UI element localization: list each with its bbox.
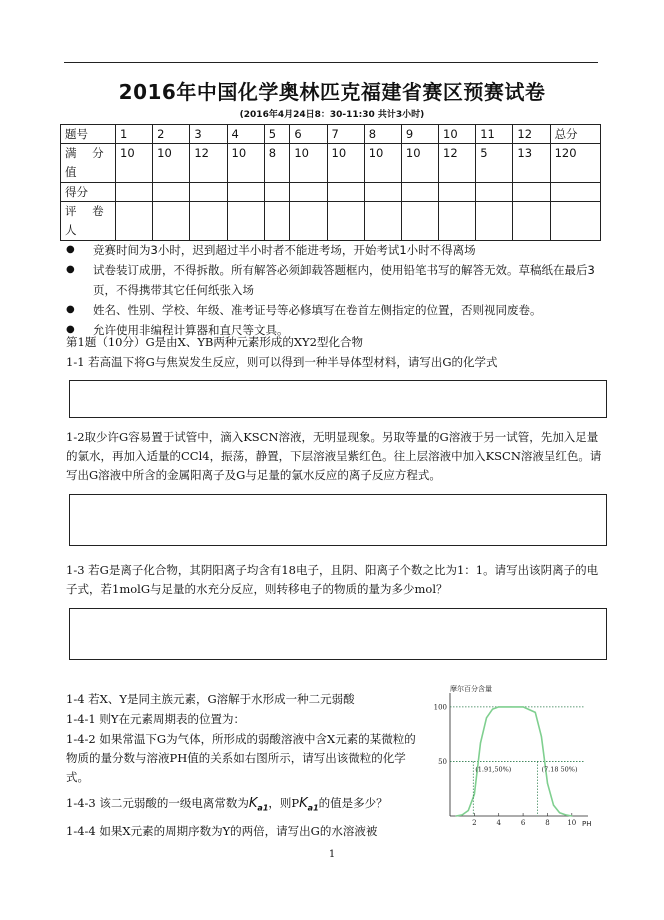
table-cell: 11: [476, 125, 513, 144]
table-cell: 10: [153, 144, 190, 183]
answer-box-1-2[interactable]: [69, 494, 607, 546]
table-cell: 13: [513, 144, 550, 183]
score-cell[interactable]: [290, 183, 327, 202]
table-cell: 10: [227, 144, 264, 183]
score-cell[interactable]: [116, 183, 153, 202]
ka1-symbol: $K_{a1}$: [299, 796, 319, 813]
question-1-4-1: 1-4-1 则Y在元素周期表的位置为：: [66, 712, 245, 726]
table-cell: 10: [364, 144, 401, 183]
question-1-intro: 第1题（10分）G是由X、YB两种元素形成的XY2型化合物: [66, 335, 363, 349]
table-cell: 1: [116, 125, 153, 144]
table-cell: 12: [513, 125, 550, 144]
grader-cell[interactable]: [476, 202, 513, 241]
page-title: 2016年中国化学奥林匹克福建省赛区预赛试卷: [118, 80, 546, 104]
table-cell: 10: [401, 144, 438, 183]
table-cell: 10: [290, 144, 327, 183]
top-rule: [64, 62, 598, 63]
question-1-3: 1-3 若G是离子化合物，其阴阳离子均含有18电子，且阴、阳离子个数之比为1：1。请写出该阴离子的电子式，若1molG与足量的水充分反应，则转移电子的物质的量为多少mol？: [66, 563, 599, 596]
grader-cell[interactable]: [364, 202, 401, 241]
grader-cell[interactable]: [513, 202, 550, 241]
grader-cell[interactable]: [290, 202, 327, 241]
list-item: ● 姓名、性别、学校、年级、准考证号等必修填写在卷首左侧指定的位置，否则视同废卷。: [66, 300, 602, 320]
x-tick-label: 8: [545, 819, 550, 827]
x-tick-label: 2: [472, 819, 477, 827]
grader-cell[interactable]: [401, 202, 438, 241]
grader-cell[interactable]: [550, 202, 600, 241]
bullet-icon: ●: [66, 324, 75, 335]
table-row-full-scores: [61, 144, 601, 183]
answer-box-1-1[interactable]: [69, 380, 607, 418]
score-cell[interactable]: [327, 183, 364, 202]
question-1-4: 1-4 若X、Y是同主族元素，G溶解于水形成一种二元弱酸: [66, 692, 355, 706]
list-item: ● 允许使用非编程计算器和直尺等文具。: [66, 320, 602, 340]
table-cell: 10: [327, 144, 364, 183]
y-tick-label: 50: [438, 757, 447, 766]
question-1-4-3: 1-4-3 该二元弱酸的一级电离常数为$K_{a1}$，则$PK_{a1}$的值是多少？: [66, 796, 388, 813]
grader-cell[interactable]: [227, 202, 264, 241]
grader-cell[interactable]: [327, 202, 364, 241]
question-1-1: 1-1 若高温下将G与焦炭发生反应，则可以得到一种半导体型材料，请写出G的化学式: [66, 355, 498, 369]
table-cell: 12: [190, 144, 227, 183]
data-point: [486, 717, 487, 718]
data-point: [522, 706, 523, 707]
data-point: [535, 712, 536, 713]
question-1-4-2: 1-4-2 如果常温下G为气体，所形成的弱酸溶液中含X元素的某微粒的物质的量分数与溶液PH值的关系如右图所示，请写出该微粒的化学式。: [66, 732, 416, 784]
table-cell: 7: [327, 125, 364, 144]
table-cell: 8: [364, 125, 401, 144]
mole-fraction-chart: [420, 683, 610, 833]
data-point: [462, 814, 463, 815]
grader-cell[interactable]: [116, 202, 153, 241]
data-point: [468, 810, 469, 811]
question-1-2: 1-2取少许G容易置于试管中，滴入KSCN溶液，无明显现象。另取等量的G溶液于另一试管，先加入足量的氯水，再加入适量的CCl4，振荡，静置，下层溶液呈紫红色。往上层溶液中加入KSCN溶液呈红色。请写出G溶液中所含的金属阳离子及G与足量的氯水反应的离子反应方程式。: [66, 430, 602, 482]
grader-cell[interactable]: [264, 202, 290, 241]
data-point: [510, 706, 511, 707]
score-cell[interactable]: [227, 183, 264, 202]
exam-time: (2016年4月24日8：30-11:30 共计3小时): [239, 110, 425, 120]
table-row-question-numbers: [61, 125, 601, 144]
chart-xlabel: PH: [582, 820, 592, 828]
annotation-label: (1.91,50%): [475, 765, 512, 774]
data-point: [480, 742, 481, 743]
table-cell: 3: [190, 125, 227, 144]
score-cell[interactable]: [550, 183, 600, 202]
grader-cell[interactable]: [153, 202, 190, 241]
data-point: [498, 706, 499, 707]
data-point: [559, 812, 560, 813]
table-cell: 10: [439, 125, 476, 144]
table-cell: 10: [116, 144, 153, 183]
question-1-4-4: 1-4-4 如果X元素的周期序数为Y的两倍，请写出G的水溶液被: [66, 824, 378, 838]
row-label-grader: 评 卷人: [61, 202, 116, 241]
table-cell: 总分: [550, 125, 600, 144]
table-cell: 9: [401, 125, 438, 144]
row-label-question-number: 题号: [61, 125, 116, 144]
grader-cell[interactable]: [190, 202, 227, 241]
ka1-symbol: $K_{a1}$: [248, 796, 269, 813]
y-tick-label: 100: [433, 703, 447, 712]
x-tick-label: 4: [496, 819, 501, 827]
data-point: [541, 736, 542, 737]
table-cell: 4: [227, 125, 264, 144]
list-item: ● 竞赛时间为3小时，迟到超过半小时者不能进考场，开始考试1小时不得离场: [66, 240, 602, 260]
table-cell: 5: [476, 144, 513, 183]
row-label-full-score: 满 分值: [61, 144, 116, 183]
score-cell[interactable]: [264, 183, 290, 202]
table-row-grader: [61, 202, 601, 241]
score-cell[interactable]: [401, 183, 438, 202]
row-label-score: 得分: [61, 183, 116, 202]
score-cell[interactable]: [476, 183, 513, 202]
answer-box-1-3[interactable]: [69, 608, 607, 660]
data-point: [547, 783, 548, 784]
data-point: [474, 794, 475, 795]
annotation-label: (7.18 50%): [541, 765, 578, 774]
score-cell[interactable]: [439, 183, 476, 202]
bullet-icon: ●: [66, 244, 75, 255]
score-cell[interactable]: [153, 183, 190, 202]
data-point: [492, 708, 493, 709]
bullet-icon: ●: [66, 304, 75, 315]
x-tick-label: 6: [520, 819, 526, 827]
exam-rules: [66, 240, 602, 340]
data-point: [571, 815, 572, 816]
table-cell: 12: [439, 144, 476, 183]
table-row-score: [61, 183, 601, 202]
table-cell: 120: [550, 144, 600, 183]
score-cell[interactable]: [513, 183, 550, 202]
table-cell: 2: [153, 125, 190, 144]
grader-cell[interactable]: [439, 202, 476, 241]
page-number: 1: [328, 849, 336, 860]
score-cell[interactable]: [364, 183, 401, 202]
data-point: [455, 815, 456, 816]
table-cell: 6: [290, 125, 327, 144]
x-tick-label: 10: [567, 819, 577, 827]
chart-ylabel: 摩尔百分含量: [450, 685, 492, 693]
data-point: [565, 814, 566, 815]
table-cell: 8: [264, 144, 290, 183]
data-point: [553, 804, 554, 805]
table-cell: 5: [264, 125, 290, 144]
score-table: [60, 124, 601, 241]
list-item: ● 试卷装订成册，不得拆散。所有解答必须卸载答题框内，使用铅笔书写的解答无效。草稿纸在最后3页，不得携带其它任何纸张入场: [66, 260, 602, 300]
bullet-icon: ●: [66, 264, 75, 275]
score-cell[interactable]: [190, 183, 227, 202]
